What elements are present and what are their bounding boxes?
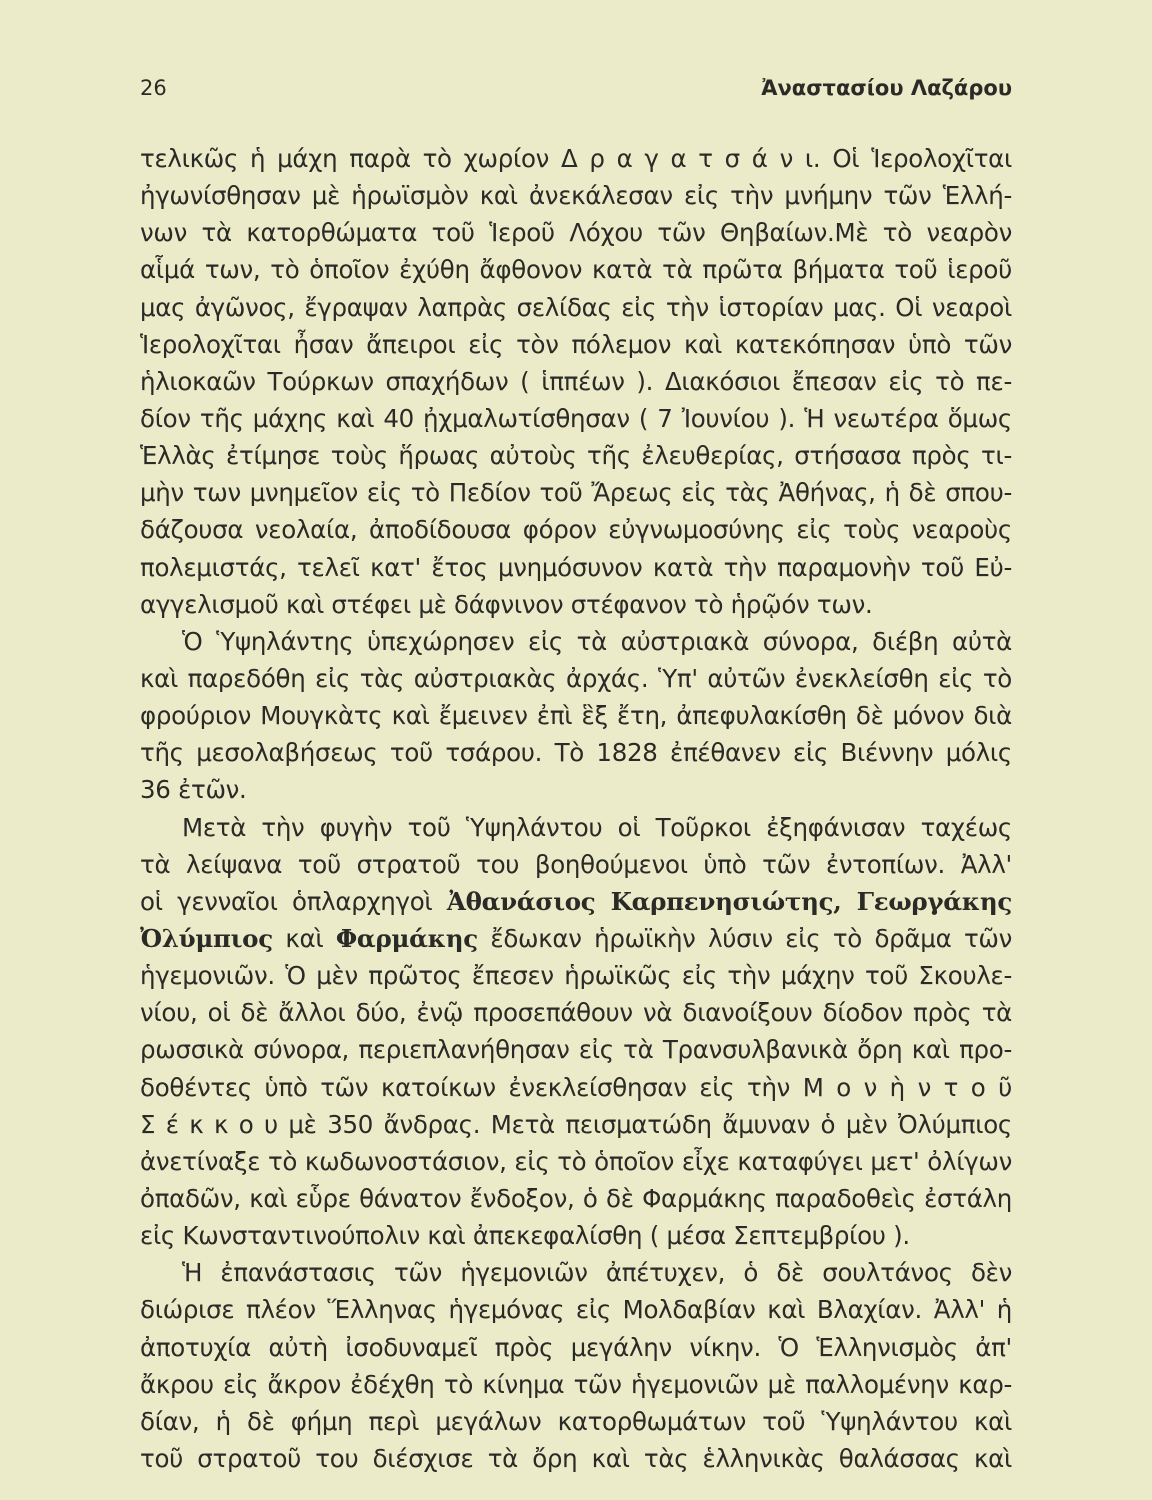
text-segment: Σ έ κ κ ο υ μὲ 350 ἄνδρας. Μετὰ πεισματώδη ἄμυναν ὁ μὲν Ὀλύμπιος [140,1109,1012,1139]
text-line [140,660,1012,697]
text-segment: ἀποτυχία αὐτὴ ἰσοδυναμεῖ πρὸς μεγάλην νίκην. Ὁ Ἑλληνισμὸς ἀπ' [140,1332,1012,1362]
text-segment: 36 ἐτῶν. [140,775,247,805]
text-line [140,846,1012,883]
text-line [140,289,1012,326]
text-segment: ἠγωνίσθησαν μὲ ἡρωϊσμὸν καὶ ἀνεκάλεσαν εἰς τὴν μνήμην τῶν Ἑλλή- [140,181,1012,211]
bold-name: Ἀθανάσιος Καρπενησιώτης, Γεωργάκης [446,886,1012,916]
text-line [140,734,1012,771]
text-line [140,586,1012,623]
page-number: 26 [140,76,167,100]
text-line [140,809,1012,846]
text-segment: ἀνετίναξε τὸ κωδωνοστάσιον, εἰς τὸ ὁποῖον εἶχε καταφύγει μετ' ὀλίγων [140,1146,1012,1176]
text-line [140,697,1012,734]
text-line [140,400,1012,437]
bold-name: Ὀλύμπιος [140,923,273,953]
text-segment: ἡγεμονιῶν. Ὁ μὲν πρῶτος ἔπεσεν ἡρωϊκῶς εἰς τὴν μάχην τοῦ Σκουλε- [140,961,1012,991]
text-line [140,920,1012,957]
text-line [140,1069,1012,1106]
text-line [140,1440,1012,1477]
text-line [140,1366,1012,1403]
text-line [140,511,1012,548]
text-segment: τὰ λείψανα τοῦ στρατοῦ του βοηθούμενοι ὑπὸ τῶν ἐντοπίων. Ἀλλ' [140,849,1012,879]
text-segment: τελικῶς ἡ μάχη παρὰ τὸ χωρίον Δ ρ α γ α τ σ ά ν ι. Οἱ Ἱερολοχῖται [140,144,1012,173]
text-segment: εἰς Κωνσταντινούπολιν καὶ ἀπεκεφαλίσθη ( μέσα Σεπτεμβρίου ). [140,1221,910,1251]
running-title: Ἀναστασίου Λαζάρου [761,76,1012,100]
text-segment: δάζουσα νεολαία, ἀποδίδουσα φόρον εὐγνωμοσύνης εἰς τοὺς νεαροὺς [140,515,1012,545]
text-segment: ἡλιοκαῶν Τούρκων σπαχήδων ( ἱππέων ). Διακόσιοι ἔπεσαν εἰς τὸ πε- [140,366,1012,396]
text-line [140,214,1012,251]
text-segment: τῆς μεσολαβήσεως τοῦ τσάρου. Τὸ 1828 ἐπέθανεν εἰς Βιέννην μόλις [140,738,1012,768]
text-segment: Ἡ ἐπανάστασις τῶν ἡγεμονιῶν ἀπέτυχεν, ὁ δὲ σουλτάνος δὲν [182,1258,1012,1288]
page-header [140,76,1012,106]
text-line [140,1180,1012,1217]
text-segment: αἷμά των, τὸ ὁποῖον ἐχύθη ἄφθονον κατὰ τὰ πρῶτα βήματα τοῦ ἱεροῦ [140,255,1012,285]
text-line [140,437,1012,474]
text-line [140,771,1012,808]
text-segment: Μετὰ τὴν φυγὴν τοῦ Ὑψηλάντου οἱ Τοῦρκοι ἐξηφάνισαν ταχέως [182,812,1012,842]
text-segment: διώρισε πλέον Ἕλληνας ἡγεμόνας εἰς Μολδαβίαν καὶ Βλαχίαν. Ἀλλ' ἡ [140,1295,1012,1325]
text-segment: Ἱερολοχῖται ἦσαν ἄπειροι εἰς τὸν πόλεμον καὶ κατεκόπησαν ὑπὸ τῶν [140,329,1012,359]
text-segment: ρωσσικὰ σύνορα, περιεπλανήθησαν εἰς τὰ Τρανσυλβανικὰ ὄρη καὶ προ- [140,1035,1012,1065]
text-line [140,363,1012,400]
text-line [140,140,1012,177]
text-segment: δοθέντες ὑπὸ τῶν κατοίκων ἐνεκλείσθησαν εἰς τὴν Μ ο ν ὴ ν τ ο ῦ [140,1072,1012,1102]
text-segment: καὶ παρεδόθη εἰς τὰς αὐστριακὰς ἀρχάς. Ὑπ' αὐτῶν ἐνεκλείσθη εἰς τὸ [140,663,1012,693]
text-line [140,994,1012,1031]
text-segment: τοῦ στρατοῦ του διέσχισε τὰ ὄρη καὶ τὰς ἑλληνικὰς θαλάσσας καὶ [140,1443,1012,1473]
text-line [140,474,1012,511]
text-segment: καὶ [272,923,336,953]
text-line [140,1217,1012,1254]
text-segment: Ἑλλὰς ἐτίμησε τοὺς ἥρωας αὐτοὺς τῆς ἐλευθερίας, στήσασα πρὸς τι- [140,441,1012,471]
text-segment: δίαν, ἡ δὲ φήμη περὶ μεγάλων κατορθωμάτων τοῦ Ὑψηλάντου καὶ [140,1406,1012,1436]
text-segment: νίου, οἱ δὲ ἄλλοι δύο, ἐνῷ προσεπάθουν νὰ διανοίξουν δίοδον πρὸς τὰ [140,998,1012,1028]
text-line [140,883,1012,920]
text-segment: αγγελισμοῦ καὶ στέφει μὲ δάφνινον στέφανον τὸ ἡρῷόν των. [140,589,873,619]
text-segment: μας ἀγῶνος, ἔγραψαν λαπρὰς σελίδας εἰς τὴν ἱστορίαν μας. Οἱ νεαροὶ [140,292,1012,322]
text-line [140,251,1012,288]
text-line [140,623,1012,660]
text-line [140,1403,1012,1440]
text-line [140,549,1012,586]
bold-name: Φαρμάκης [335,923,478,953]
text-line [140,1143,1012,1180]
text-segment: οἱ γενναῖοι ὁπλαρχηγοὶ [140,886,447,916]
text-line [140,1254,1012,1291]
text-segment: μὴν των μνημεῖον εἰς τὸ Πεδίον τοῦ Ἄρεως εἰς τὰς Ἀθήνας, ἡ δὲ σπου- [140,478,1012,508]
text-segment: φρούριον Μουγκὰτς καὶ ἔμεινεν ἐπὶ ἓξ ἔτη, ἀπεφυλακίσθη δὲ μόνον διὰ [140,701,1012,731]
text-segment: Ὁ Ὑψηλάντης ὑπεχώρησεν εἰς τὰ αὐστριακὰ σύνορα, διέβη αὐτὰ [182,626,1012,656]
text-line [140,177,1012,214]
text-line [140,957,1012,994]
text-segment: νων τὰ κατορθώματα τοῦ Ἱεροῦ Λόχου τῶν Θηβαίων.Μὲ τὸ νεαρὸν [140,218,1012,248]
body-text [140,140,1012,1477]
text-segment: ὀπαδῶν, καὶ εὗρε θάνατον ἔνδοξον, ὁ δὲ Φαρμάκης παραδοθεὶς ἐστάλη [140,1183,1012,1213]
text-line [140,1291,1012,1328]
text-segment: πολεμιστάς, τελεῖ κατ' ἔτος μνημόσυνον κατὰ τὴν παραμονὴν τοῦ Εὐ- [140,552,1012,582]
text-segment: δίον τῆς μάχης καὶ 40 ᾐχμαλωτίσθησαν ( 7 Ἰουνίου ). Ἡ νεωτέρα ὅμως [140,403,1012,433]
text-line [140,326,1012,363]
text-line [140,1329,1012,1366]
text-segment: ἔδωκαν ἡρωϊκὴν λύσιν εἰς τὸ δρᾶμα τῶν [477,923,1013,953]
text-line [140,1031,1012,1068]
text-line [140,1106,1012,1143]
text-segment: ἄκρου εἰς ἄκρον ἐδέχθη τὸ κίνημα τῶν ἡγεμονιῶν μὲ παλλομένην καρ- [140,1369,1012,1399]
